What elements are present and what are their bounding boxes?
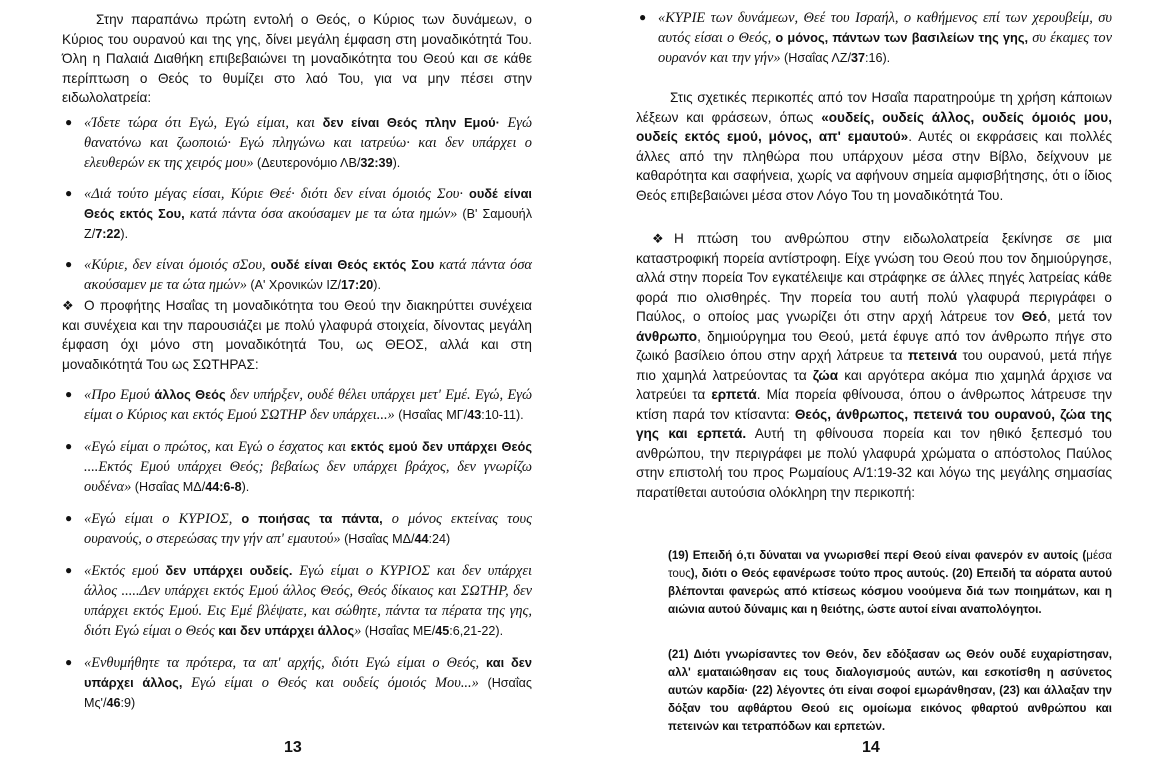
list-item: ● «Κύριε, δεν είναι όμοιός σΣου, ουδέ είναι Θεός εκτός Σου κατά πάντα όσα ακούσαμεν με τα ώτα ημών» (Α' Χρονικών ΙΖ/17:20). <box>65 257 532 293</box>
bullet-icon: ● <box>65 115 73 129</box>
bullet-icon: ● <box>65 257 73 271</box>
list-item: ● «ΚΥΡΙΕ των δυνάμεων, Θεέ του Ισραήλ, ο καθήμενος επί των χερουβείμ, συ αυτός είσαι ο Θεός, ο μόνος, πάντων των βασιλείων της γης, συ έκαμες τον ουρανόν και την γήν» (Ησαΐας ΛΖ/37:16). <box>639 10 1112 66</box>
page-number: 13 <box>284 739 302 756</box>
isaiah-37-quote-list <box>636 8 1112 68</box>
list-item: ● «Ίδετε τώρα ότι Εγώ, Εγώ είμαι, και δεν είναι Θεός πλην Εμού· Εγώ θανατόνω και ζωοποιώ· Εγώ πληγώνω και ιατρεύω· και δεν υπάρχει ο ελευθερών εκ της χειρός μου» (Δευτερονόμιο ΛΒ/32:39). <box>65 115 532 171</box>
list-item: ● «Εγώ είμαι ο πρώτος, και Εγώ ο έσχατος και εκτός εμού δεν υπάρχει Θεός ....Εκτός Εμού υπάρχει Θεός; βεβαίως δεν υπάρχει βράχος, δεν γνωρίζω ουδένα» (Ησαΐας ΜΔ/44:6-8). <box>65 439 532 495</box>
intro-paragraph: Στην παραπάνω πρώτη εντολή ο Θεός, ο Κύριος των δυνάμεων, ο Κύριος του ουρανού και της γης, δίνει μεγάλη έμφαση στη μοναδικότητά Του. Όλη η Παλαιά Διαθήκη επιβεβαιώνει τη μοναδικότητα του Θεού και σε κάθε περίπτωση ο Θεός το θυμίζει στο λαό Του, για να μην πέσει στην ειδωλολατρεία: <box>62 12 532 105</box>
diamond-bullet-icon: ❖ <box>652 231 664 246</box>
deuteronomy-quote-list <box>62 113 532 295</box>
list-item: ● «Εκτός εμού δεν υπάρχει ουδείς. Εγώ είμαι ο ΚΥΡΙΟΣ και δεν υπάρχει άλλος .....Δεν υπάρχει εκτός Εμού άλλος Θεός, Θεός δίκαιος και ΣΩΤΗΡ, δεν υπάρχει εκτός Εμού. Εις Εμέ βλέψατε, και σώθητε, πάντα τα πέρατα της γης, διότι Εγώ είμαι ο Θεός και δεν υπάρχει άλλος» (Ησαΐας ΜΕ/45:6,21-22). <box>65 563 532 639</box>
bullet-icon: ● <box>639 10 647 24</box>
bullet-icon: ● <box>65 387 73 401</box>
page-number: 14 <box>862 739 880 756</box>
right-page <box>636 0 1112 760</box>
isaiah-intro-paragraph: ❖ Ο προφήτης Ησαΐας τη μοναδικότητα του Θεού την διακηρύττει συνέχεια και συνέχεια και την παρουσιάζει με πολύ γλαφυρά στοιχεία, δίνοντας μεγάλη έμφαση όχι μόνο στη μοναδικότητά Του, ως ΘΕΟΣ, αλλά και στη μοναδικότητά Του ως ΣΩΤΗΡΑΣ: <box>62 298 532 372</box>
isaiah-quote-list <box>62 385 532 713</box>
list-item: ● «Ενθυμήθητε τα πρότερα, τα απ' αρχής, διότι Εγώ είμαι ο Θεός, και δεν υπάρχει άλλος, Εγώ είμαι ο Θεός και ουδείς όμοιός Μου...» (Ησαΐας Μς'/46:9) <box>65 655 532 710</box>
bullet-icon: ● <box>65 511 73 525</box>
idolatry-fall-paragraph: ❖ Η πτώση του ανθρώπου στην ειδωλολατρεία ξεκίνησε σε μια καταστροφική πορεία αντίστροφη. Είχε γνώση του Θεού που τον δημιούργησε, αλλά στην πορεία Τον εγκατέλειψε και στράφηκε σε άλλες πηγές λατρείας κάθε φορά πιο ολισθηρές. Την πορεία του αυτή πολύ γλαφυρά περιγράφει ο Παύλος, ο οποίος μας γνωρίζει ότι στην αρχή λάτρευε τον Θεό, μετά τον άνθρωπο, δημιούργημα του Θεού, μετά έφυγε από τον άνθρωπο πήγε στο ζωικό βασίλειο όπου στην αρχή λάτρευε τα πετεινά του ουρανού, μετά πήγε πιο χαμηλά λατρεύοντας τα ζώα και αργότερα ακόμα πιο χαμηλά άρχισε να λατρεύει τα ερπετά. Μία πορεία φθίνουσα, όπου ο άνθρωπος λάτρευσε την κτίση παρά τον κτίσαντα: Θεός, άνθρωπος, πετεινά του ουρανού, ζώα της γης και ερπετά. Αυτή τη φθίνουσα πορεία και τον ηθικό ξεπεσμό του ανθρώπου, την περιγράφει με πολύ γλαφυρά χρώματα ο απόστολος Παύλος στην επιστολή του προς Ρωμαίους Α/1:19-32 και λόγω της μεγάλης σημασίας παρατίθεται αυτούσια ολόκληρη την περικοπή: <box>636 231 1113 500</box>
list-item: ● «Εγώ είμαι ο ΚΥΡΙΟΣ, ο ποιήσας τα πάντα, ο μόνος εκτείνας τους ουρανούς, ο στερεώσας την γήν απ' εμαυτού» (Ησαΐας ΜΔ/44:24) <box>65 511 532 547</box>
word-usage-paragraph: Στις σχετικές περικοπές από τον Ησαΐα παρατηρούμε τη χρήση κάποιων λέξεων και φράσεων, όπως «ουδείς, ουδείς άλλος, ουδείς όμοιός μου, ουδείς εκτός εμού, μόνος, απ' εμαυτού». Αυτές οι εκφράσεις και πολλές άλλες από την πληθώρα που υπάρχουν μέσα στην Βίβλο, δείχνουν με καθαρότητα και σαφήνεια, χωρίς να αφήνουν σημεία αμφισβήτησης, ότι ο ίδιος Θεός επιβεβαιώνει μέσα στον Λόγο Του τη μοναδικότητά Του. <box>636 90 1112 203</box>
bullet-icon: ● <box>65 563 73 577</box>
list-item: ● «Διά τούτο μέγας είσαι, Κύριε Θεέ· διότι δεν είναι όμοιός Σου· ουδέ είναι Θεός εκτός Σου, κατά πάντα όσα ακούσαμεν με τα ώτα ημών» (Β' Σαμουήλ Ζ/7:22). <box>65 186 532 241</box>
diamond-bullet-icon: ❖ <box>62 298 74 313</box>
list-item: ● «Προ Εμού άλλος Θεός δεν υπήρξεν, ουδέ θέλει υπάρχει μετ' Εμέ. Εγώ, Εγώ είμαι ο Κύριος και εκτός Εμού ΣΩΤΗΡ δεν υπάρχει...» (Ησαΐας ΜΓ/43:10-11). <box>65 387 533 423</box>
romans-verses-21-23: (21) Διότι γνωρίσαντες τον Θεόν, δεν εδόξασαν ως Θεόν ουδέ ευχαρίστησαν, αλλ' εματαιώθησαν εις τους διαλογισμούς αυτών, και εσκοτίσθη η ασύνετος αυτών καρδία· (22) λέγοντες ότι είναι σοφοί εμωράνθησαν, (23) και άλλαξαν την δόξαν του αφθάρτου Θεού εις ομοίωμα εικόνος φθαρτού ανθρώπου και πετεινών και τετραπόδων και ερπετών. <box>668 648 1112 733</box>
left-page <box>62 0 532 760</box>
bullet-icon: ● <box>65 439 73 453</box>
bullet-icon: ● <box>65 186 73 200</box>
romans-verses-19-20: (19) Επειδή ό,τι δύναται να γνωρισθεί περί Θεού είναι φανερόν εν αυτοίς (μέσα τους), διότι ο Θεός εφανέρωσε τούτο προς αυτούς. (20) Επειδή τα αόρατα αυτού βλέπονται φανερώς από κτίσεως κόσμου νοούμενα διά των ποιημάτων, και η αιώνια αυτού δύναμις και η θειότης, ώστε αυτοί είναι αναπολόγητοι. <box>668 549 1112 616</box>
bullet-icon: ● <box>65 655 73 669</box>
